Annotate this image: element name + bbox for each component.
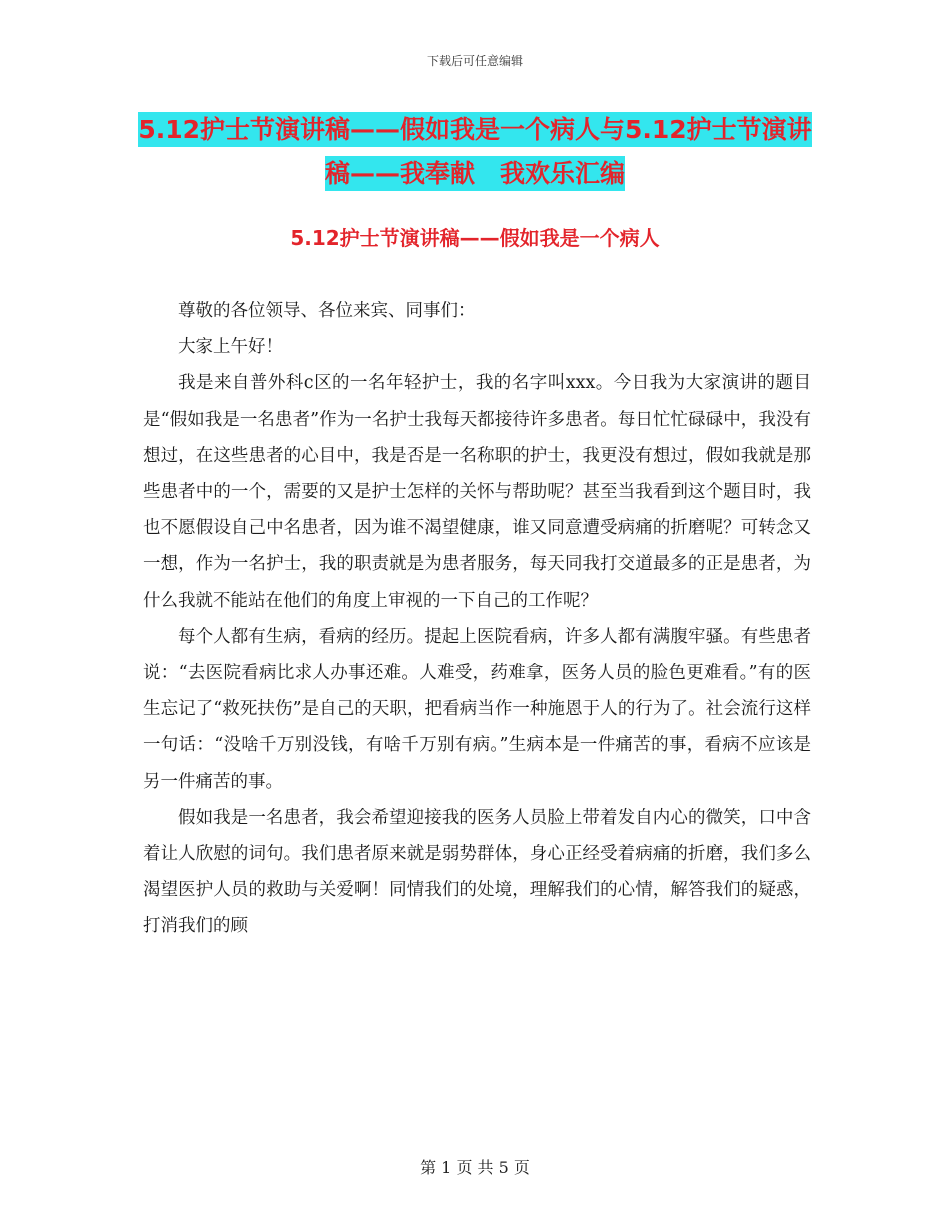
header-note: 下载后可任意编辑	[426, 54, 523, 68]
paragraph-greeting: 大家上午好！	[178, 337, 283, 358]
page-number: 第 1 页 共 5 页	[420, 1158, 530, 1177]
document-title	[130, 108, 820, 196]
section-title: 5.12护士节演讲稿——假如我是一个病人	[290, 226, 660, 250]
paragraph: 每个人都有生病，看病的经历。提起上医院看病，许多人都有满腹牢骚。有些患者说：“去医院看病比求人办事还难。人难受，药难拿，医务人员的脸色更难看。”有的医生忘记了“救死扶伤”是自己的天职，把看病当作一种施恩于人的行为了。社会流行这样一句话：“没啥千万别没钱，有啥千万别有病。”生病本是一件痛苦的事，看病不应该是另一件痛苦的事。	[143, 626, 811, 792]
paragraph-salutation: 尊敬的各位领导、各位来宾、同事们：	[178, 301, 476, 321]
paragraph: 假如我是一名患者，我会希望迎接我的医务人员脸上带着发自内心的微笑，口中含着让人欣慰的词句。我们患者原来就是弱势群体，身心正经受着病痛的折磨，我们多么渴望医护人员的救助与关爱啊！同情我们的处境，理解我们的心情，解答我们的疑惑，打消我们的顾	[143, 807, 811, 937]
paragraph: 我是来自普外科c区的一名年轻护士，我的名字叫xxx。今日我为大家演讲的题目是“假如我是一名患者”作为一名护士我每天都接待许多患者。每日忙忙碌碌中，我没有想过，在这些患者的心目中，我是否是一名称职的护士，我更没有想过，假如我就是那些患者中的一个，需要的又是护士怎样的关怀与帮助呢？甚至当我看到这个题目时，我也不愿假设自己中名患者，因为谁不渴望健康，谁又同意遭受病痛的折磨呢？可转念又一想，作为一名护士，我的职责就是为患者服务，每天同我打交道最多的正是患者，为什么我就不能站在他们的角度上审视的一下自己的工作呢？	[143, 373, 811, 611]
document-body	[143, 293, 811, 945]
document-title-text: 5.12护士节演讲稿——假如我是一个病人与5.12护士节演讲稿——我奉献 我欢乐汇编	[138, 112, 811, 191]
